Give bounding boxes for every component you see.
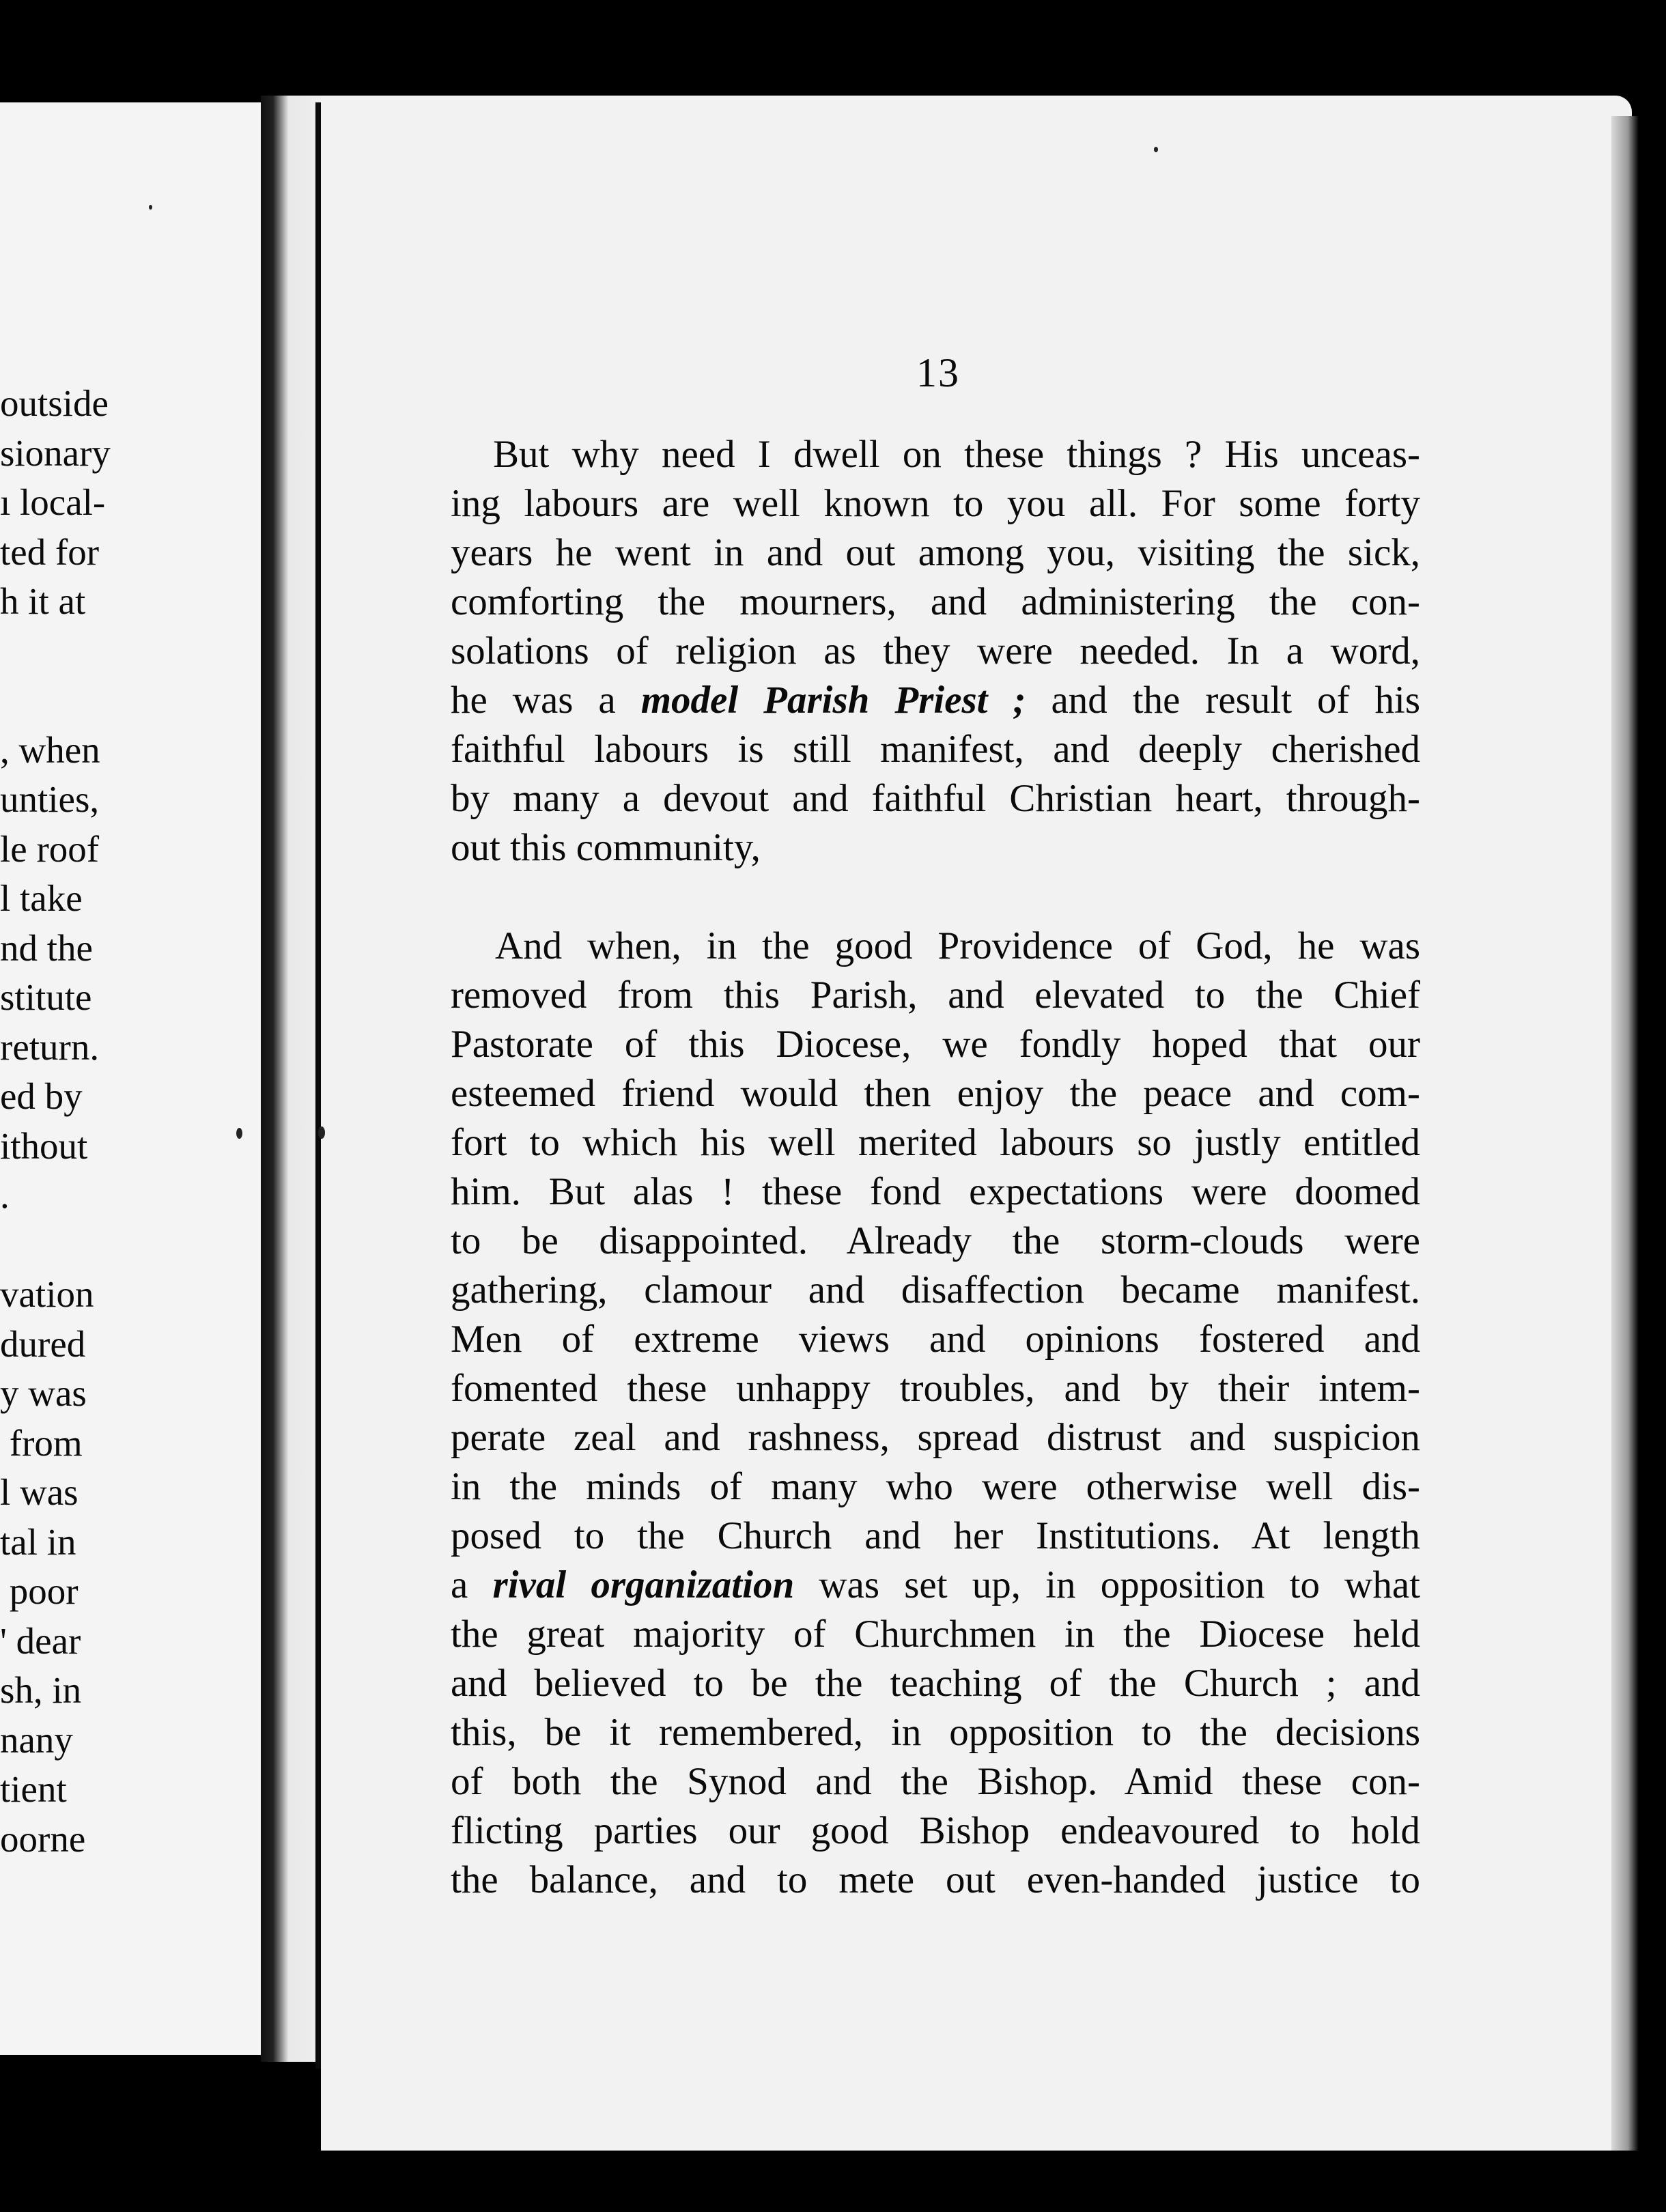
text-line: esteemed friend would then enjoy the peace and com-: [451, 1072, 1420, 1115]
left-text-line: vation: [0, 1273, 94, 1315]
text-line: comforting the mourners, and administering the con-: [451, 580, 1420, 623]
left-text-line: tient: [0, 1768, 67, 1810]
left-text-line: l was: [0, 1471, 79, 1513]
left-text-line: return.: [0, 1025, 100, 1068]
left-text-line: outside: [0, 382, 109, 424]
text-line: the balance, and to mete out even-handed justice to: [451, 1858, 1420, 1901]
left-text-line: sh, in: [0, 1669, 82, 1711]
text-line: solations of religion as they were needed. In a word,: [451, 629, 1420, 672]
page-edge-shadow: [1611, 116, 1639, 2151]
text-line: of both the Synod and the Bishop. Amid these con-: [451, 1760, 1420, 1803]
line-segment: he was a: [451, 679, 641, 722]
page-body-text: [451, 430, 1420, 1905]
emphasized-phrase: rival organization: [492, 1563, 795, 1606]
left-text-line: ı local-: [0, 481, 106, 523]
line-segment: a: [451, 1563, 493, 1606]
text-line: in the minds of many who were otherwise well dis-: [451, 1465, 1420, 1508]
text-line: [451, 1561, 1420, 1610]
text-line: and believed to be the teaching of the Church ; and: [451, 1662, 1420, 1705]
line-segment: was set up, in opposition to what: [794, 1563, 1420, 1606]
text-line: him. But alas ! these fond expectations were doomed: [451, 1170, 1420, 1213]
left-line-gap: [0, 627, 261, 677]
text-line: out this community,: [451, 826, 761, 869]
left-text-line: sionary: [0, 431, 111, 474]
page-number: 13: [916, 350, 960, 395]
emphasized-phrase: model Parish Priest ;: [640, 679, 1026, 722]
text-line: flicting parties our good Bishop endeavoured to hold: [451, 1809, 1420, 1852]
left-text-line: tal in: [0, 1520, 76, 1563]
text-line: And when, in the good Providence of God, he was: [495, 924, 1420, 967]
scan-speck: [1154, 147, 1158, 152]
left-text-line: .: [0, 1174, 10, 1216]
left-text-line: ' dear: [0, 1619, 81, 1662]
left-text-line: oorne: [0, 1817, 86, 1860]
text-line: this, be it remembered, in opposition to the decisions: [451, 1711, 1420, 1754]
left-text-line: ted for: [0, 530, 100, 573]
left-text-line: l take: [0, 877, 83, 919]
left-page-fragment: [0, 102, 261, 2055]
left-text-line: from: [0, 1421, 83, 1464]
scan-speck: [236, 1128, 242, 1139]
left-text-line: , when: [0, 728, 100, 771]
text-line: ing labours are well known to you all. For some forty: [451, 482, 1420, 525]
text-line: perate zeal and rashness, spread distrust and suspicion: [451, 1416, 1420, 1459]
left-text-line: unties,: [0, 778, 100, 820]
text-line: gathering, clamour and disaffection became manifest.: [451, 1268, 1420, 1311]
left-line-gap: [0, 1221, 261, 1271]
book-gutter: [261, 96, 322, 2062]
text-line: removed from this Parish, and elevated to the Chief: [451, 974, 1420, 1017]
text-line: fomented these unhappy troubles, and by their intem-: [451, 1367, 1420, 1410]
text-line: faithful labours is still manifest, and deeply cherished: [451, 728, 1420, 771]
text-line: posed to the Church and her Institutions. At length: [451, 1514, 1420, 1557]
left-page-text: [0, 379, 261, 1864]
text-line: to be disappointed. Already the storm-clouds were: [451, 1219, 1420, 1262]
text-line: [451, 676, 1420, 725]
scan-speck: [318, 1126, 325, 1139]
text-line: the great majority of Churchmen in the Diocese held: [451, 1613, 1420, 1656]
left-text-line: ed by: [0, 1075, 83, 1117]
text-line: fort to which his well merited labours so justly entitled: [451, 1121, 1420, 1164]
text-line: Men of extreme views and opinions fostered and: [451, 1318, 1420, 1361]
text-line: years he went in and out among you, visiting the sick,: [451, 531, 1420, 574]
left-text-line: dured: [0, 1322, 86, 1365]
left-text-line: poor: [0, 1570, 79, 1612]
scan-speck: [149, 205, 152, 210]
text-line: But why need I dwell on these things ? His unceas-: [493, 433, 1420, 476]
left-text-line: ithout: [0, 1124, 88, 1167]
left-text-line: nany: [0, 1718, 73, 1761]
left-text-line: nd the: [0, 926, 93, 969]
left-text-line: h it at: [0, 580, 86, 622]
paragraph-gap: [451, 873, 1420, 922]
left-text-line: stitute: [0, 976, 92, 1018]
line-segment: and the result of his: [1026, 679, 1420, 722]
text-line: by many a devout and faithful Christian heart, through-: [451, 777, 1420, 820]
left-text-line: le roof: [0, 827, 100, 870]
left-text-line: y was: [0, 1372, 87, 1414]
text-line: Pastorate of this Diocese, we fondly hoped that our: [451, 1023, 1420, 1066]
left-line-gap: [0, 676, 261, 726]
